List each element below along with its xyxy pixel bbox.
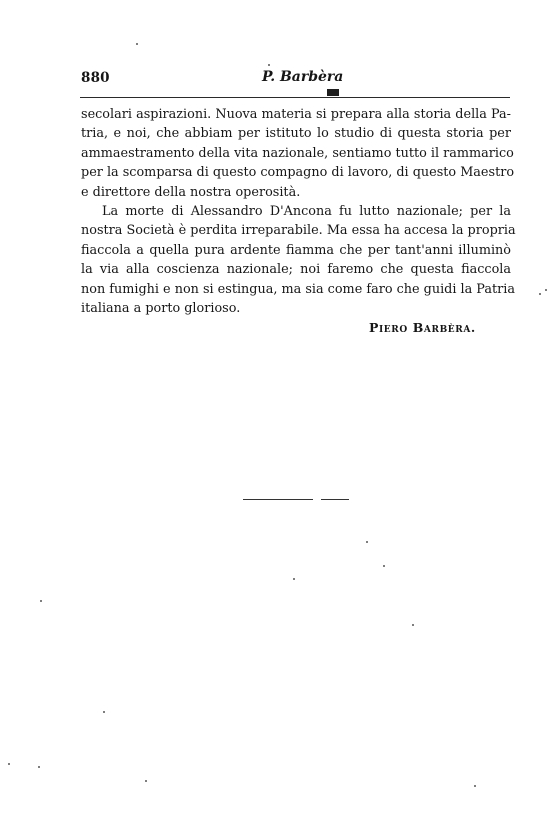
body-text: [81, 105, 516, 318]
text-line: e direttore della nostra operosità.: [81, 184, 301, 200]
text-line: la via alla coscienza nazionale; noi faremo che questa fiaccola: [81, 262, 511, 278]
text-line: tria, e noi, che abbiam per istituto lo studio di questa storia per: [81, 126, 511, 142]
text-line: secolari aspirazioni. Nuova materia si prepara alla storia della Pa-: [81, 107, 511, 122]
header-rule: [80, 97, 510, 98]
signature: Piero Barbèra.: [369, 320, 476, 335]
scan-speck: [145, 780, 147, 782]
running-head: P. Barbèra: [262, 69, 344, 85]
header-ornament: [327, 89, 339, 96]
text-line: italiana a porto glorioso.: [81, 301, 241, 317]
scan-speck: [545, 289, 547, 291]
scan-speck: [412, 624, 414, 626]
scan-speck: [103, 711, 105, 713]
scan-speck: [40, 600, 42, 602]
text-line: per la scomparsa di questo compagno di lavoro, di questo Maestro: [81, 165, 515, 181]
paragraph-2: [81, 202, 516, 318]
paragraph-1: [81, 105, 515, 202]
text-line: ammaestramento della vita nazionale, sentiamo tutto il rammarico: [81, 145, 514, 161]
page-number: 880: [81, 70, 110, 86]
closing-rule: [243, 499, 313, 500]
text-line: fiaccola a quella pura ardente fiamma che per tant'anni illuminò: [81, 242, 511, 258]
text-line: La morte di Alessandro D'Ancona fu lutto nazionale; per la: [102, 204, 511, 220]
scan-speck: [268, 64, 270, 66]
scan-speck: [474, 785, 476, 787]
scan-speck: [136, 43, 138, 45]
scan-speck: [8, 763, 10, 765]
scan-speck: [383, 565, 385, 567]
scan-speck: [366, 541, 368, 543]
text-line: non fumighi e non si estingua, ma sia come faro che guidi la Patria: [81, 281, 515, 297]
closing-rule-short: [321, 499, 349, 500]
text-line: nostra Società è perdita irreparabile. Ma essa ha accesa la propria: [81, 223, 516, 239]
scan-speck: [539, 293, 541, 295]
scan-speck: [38, 766, 40, 768]
scan-speck: [293, 578, 295, 580]
